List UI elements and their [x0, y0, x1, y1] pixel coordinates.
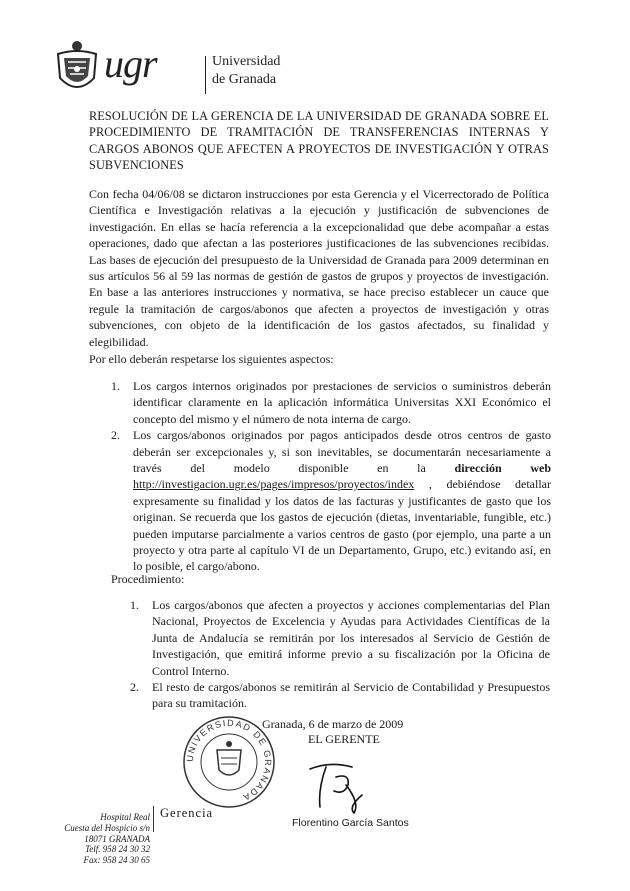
logo-ugr-text: ugr [104, 41, 157, 86]
crest-icon [52, 38, 102, 96]
university-logo [52, 38, 312, 98]
procedure-list [130, 597, 550, 712]
address-line: Telf. 958 24 30 32 [85, 844, 150, 855]
aspects-intro: Por ello deberán respetarse los siguientes aspectos: [89, 352, 334, 366]
list-item [130, 597, 550, 679]
list-item [111, 427, 551, 575]
web-address-label: dirección web [454, 461, 551, 476]
logo-university-line1: Universidad [212, 54, 281, 69]
logo-divider [205, 56, 206, 94]
address-block [30, 812, 150, 866]
procedure-heading: Procedimiento: [111, 572, 185, 586]
signatory-name: Florentino García Santos [292, 817, 409, 829]
list-item-number: 1. [130, 598, 139, 612]
list-item-number: 1. [111, 379, 120, 393]
address-line: 18071 GRANADA [84, 833, 150, 844]
resolution-title: RESOLUCIÓN DE LA GERENCIA DE LA UNIVERSIDAD DE GRANADA SOBRE EL PROCEDIMIENTO DE TRAMITACIÓN DE TRANSFERENCIAS INTERNAS Y CARGOS ABONOS QUE AFECTEN A PROYECTOS DE INVESTIGACIÓN Y OTRAS SUBVENCIONES [89, 109, 549, 173]
aspects-list [111, 378, 551, 575]
list-item-text: Los cargos internos originados por prestaciones de servicios o suministros deberán identificar claramente en la aplicación informática Universitas XXI Económico el concepto del mismo y el número de nota interna de cargo. [133, 379, 551, 426]
address-line: Hospital Real [100, 812, 150, 822]
seal-text: UNIVERSIDAD DE GRANADA [184, 717, 274, 804]
intro-paragraph: Con fecha 04/06/08 se dictaron instrucciones por esta Gerencia y el Vicerrectorado de Política Científica e Investigación relativas a la ejecución y justificación de subvenciones de investigación. En ellas se hacía referencia a la excepcionalidad que debe acompañar a estas operaciones, dado que afectan a las posteriores justificaciones de las subvenciones recibidas. Las bases de ejecución del presupuesto de la Universidad de Granada para 2009 determinan en sus artículos 56 al 59 las normas de gestión de gastos de grupos y proyectos de investigación. En base a las anteriores instrucciones y normativa, se hace preciso establecer un cauce que regule la tramitación de cargos/abonos que afecten a proyectos de investigación y otras subvenciones, con objeto de la identificación de los gastos afectados, su finalidad y elegibilidad. [89, 187, 549, 349]
footer-divider [153, 806, 154, 832]
address-line: Cuesta del Hospicio s/n [64, 822, 150, 833]
signer-role: EL GERENTE [308, 732, 380, 746]
department-name: Gerencia [160, 806, 214, 820]
list-item [111, 378, 551, 427]
list-item-number: 2. [111, 428, 120, 443]
list-item-number: 2. [130, 680, 139, 695]
list-item [130, 679, 550, 712]
logo-university-line2: de Granada [212, 72, 277, 87]
address-line: Fax: 958 24 30 65 [83, 855, 150, 866]
forms-link[interactable]: http://investigacion.ugr.es/pages/impresos/proyectos/index [133, 477, 415, 492]
place-date: Granada, 6 de marzo de 2009 [262, 717, 404, 731]
list-item-text: Los cargos/abonos que afecten a proyectos y acciones complementarias del Plan Nacional, Proyectos de Excelencia y Ayudas para Actividades Científicas de la Junta de Andalucía se remitirán por los interesados al Servicio de Gestión de Investigación, que emitirá informe previo a su fiscalización por la Oficina de Control Interno. [152, 598, 550, 678]
list-item-text: Los cargos/abonos originados por pagos anticipados desde otros centros de gasto deberán ser excepcionales y, si son inevitables, se documentarán necesariamente a través del modelo disponible en la [133, 428, 551, 476]
list-item-text: El resto de cargos/abonos se remitirán al Servicio de Contabilidad y Presupuestos para su tramitación. [152, 680, 550, 711]
handwritten-signature-icon [290, 755, 410, 815]
list-item-text-continued: , debiéndose detallar expresamente su finalidad y los datos de las facturas y justificantes de gasto que los originan. Se recuerda que los gastos de ejecución (dietas, inventariable, fungible, etc.) pueden imputarse parcialmente a varios centros de gasto (por ejemplo, una parte a un proyecto y otra parte al capítulo VI de un Departamento, Grupo, etc.) evitando así, en lo posible, el cargo/abono. [133, 477, 551, 574]
